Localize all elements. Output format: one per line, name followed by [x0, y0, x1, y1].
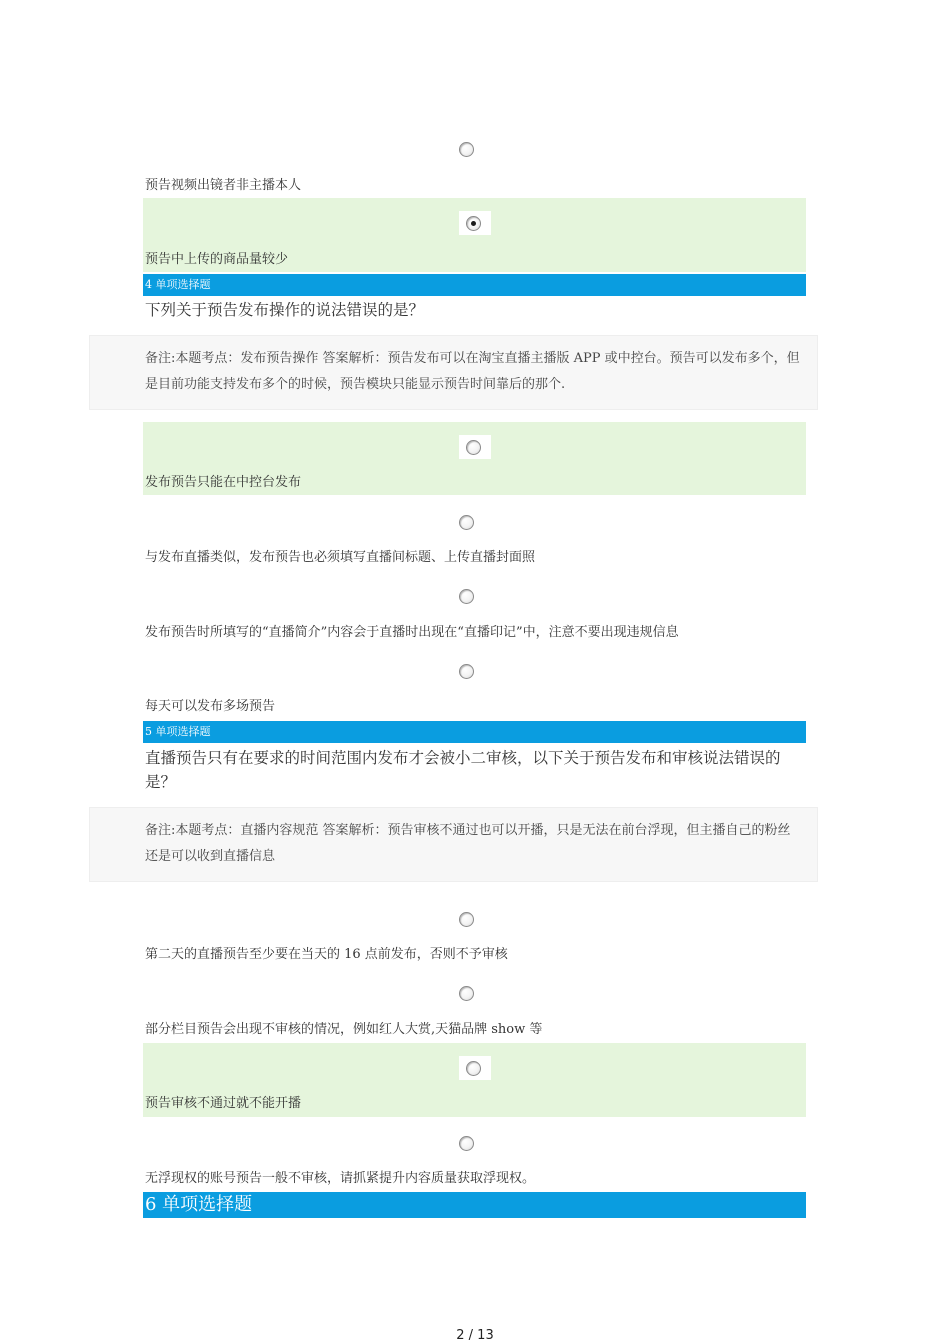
question-text: 直播预告只有在要求的时间范围内发布才会被小二审核，以下关于预告发布和审核说法错误的是？: [145, 749, 781, 791]
option-label: 预告中上传的商品量较少: [145, 252, 289, 267]
option-radio[interactable]: [452, 584, 484, 608]
answer-note: 备注:本题考点：发布预告操作 答案解析：预告发布可以在淘宝直播主播版 APP 或中控台。预告可以发布多个，但是目前功能支持发布多个的时候，预告模块只能显示预告时间靠后的那个.: [89, 335, 818, 410]
radio-icon: [466, 1061, 481, 1076]
option-label: 与发布直播类似，发布预告也必须填写直播间标题、上传直播封面照: [145, 550, 536, 565]
radio-icon: [459, 142, 474, 157]
question-text: 下列关于预告发布操作的说法错误的是？: [145, 301, 425, 319]
option-radio[interactable]: [452, 510, 484, 534]
option-radio[interactable]: [459, 1056, 491, 1080]
option-label: 每天可以发布多场预告: [145, 699, 276, 714]
option-radio[interactable]: [452, 981, 484, 1005]
option-label: 发布预告只能在中控台发布: [145, 475, 302, 490]
option-label: 发布预告时所填写的“直播简介”内容会于直播时出现在“直播印记”中，注意不要出现违规信息: [145, 625, 679, 640]
option-radio[interactable]: [452, 1131, 484, 1155]
answer-note: 备注:本题考点：直播内容规范 答案解析：预告审核不通过也可以开播，只是无法在前台浮现，但主播自己的粉丝还是可以收到直播信息: [89, 807, 818, 882]
question-header: 5 单项选择题: [143, 721, 806, 743]
page-number: 2 / 13: [456, 1328, 494, 1343]
radio-icon: [459, 1136, 474, 1151]
radio-icon: [459, 986, 474, 1001]
radio-icon: [459, 912, 474, 927]
option-label: 第二天的直播预告至少要在当天的 16 点前发布，否则不予审核: [145, 947, 508, 962]
question-header: 4 单项选择题: [143, 274, 806, 296]
radio-icon: [459, 664, 474, 679]
option-radio[interactable]: [452, 907, 484, 931]
radio-selected-icon: [466, 216, 481, 231]
radio-icon: [466, 440, 481, 455]
option-radio[interactable]: [459, 435, 491, 459]
radio-icon: [459, 515, 474, 530]
radio-dot-icon: [471, 221, 476, 226]
option-radio[interactable]: [459, 211, 491, 235]
option-label: 无浮现权的账号预告一般不审核，请抓紧提升内容质量获取浮现权。: [145, 1171, 536, 1186]
question-header: 6 单项选择题: [143, 1192, 806, 1218]
option-label: 预告审核不通过就不能开播: [145, 1096, 302, 1111]
option-radio[interactable]: [452, 659, 484, 683]
radio-icon: [459, 589, 474, 604]
option-label: 部分栏目预告会出现不审核的情况，例如红人大赏,天猫品牌 show 等: [145, 1022, 543, 1037]
option-radio[interactable]: [452, 137, 484, 161]
option-label: 预告视频出镜者非主播本人: [145, 178, 302, 193]
